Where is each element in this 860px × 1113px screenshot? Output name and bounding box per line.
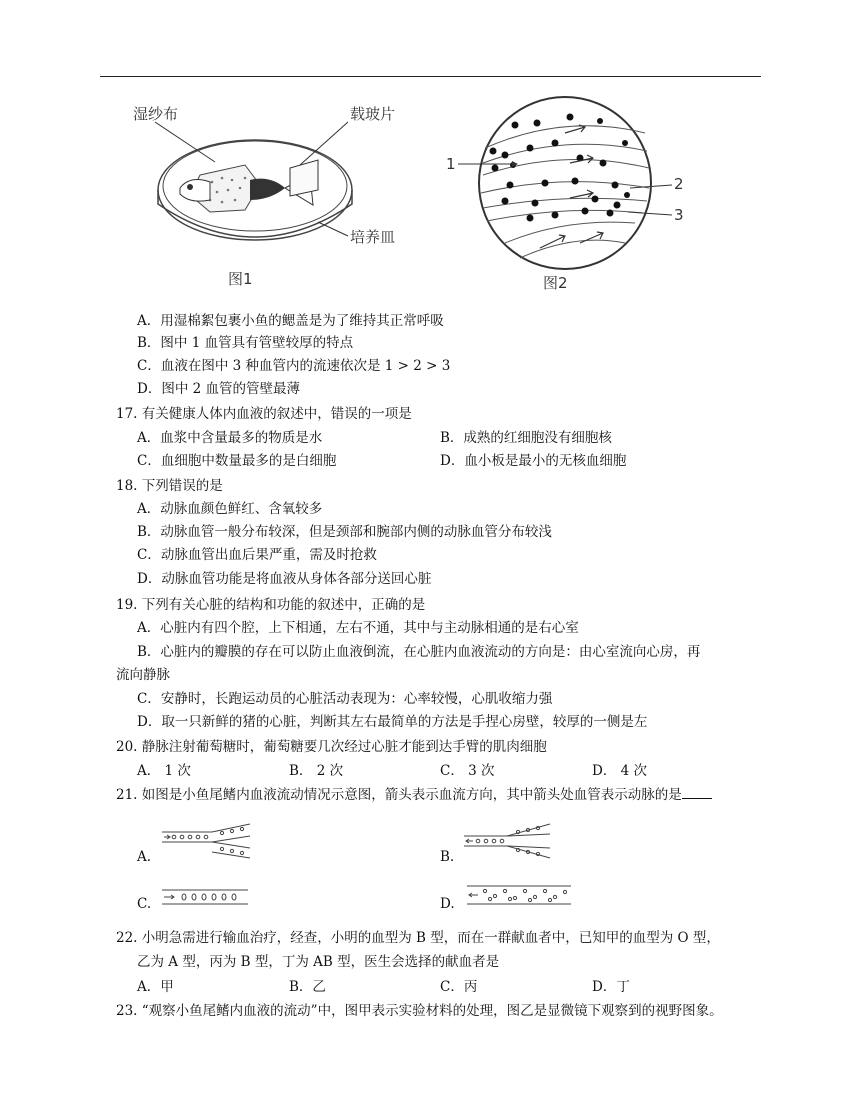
label-vessel-3: 3 (674, 206, 684, 224)
q19-option-d: D．取一只新鲜的猪的心脏，判断其左右最简单的方法是手捏心房壁，较厚的一侧是左 (137, 714, 648, 730)
q22-stem-line-2: 乙为 A 型，丙为 B 型，丁为 AB 型，医生会选择的献血者是 (137, 954, 500, 970)
q20-option-c: C． 3 次 (440, 763, 495, 779)
q22-option-c: C．丙 (440, 979, 478, 995)
q17-option-d: D．血小板是最小的无核血细胞 (440, 453, 627, 469)
q19-option-a: A．心脏内有四个腔，上下相通，左右不通，其中与主动脉相通的是右心室 (137, 620, 579, 636)
q22-option-a: A．甲 (137, 979, 174, 995)
answer-blank (682, 786, 712, 799)
label-petri-dish: 培养皿 (350, 228, 396, 246)
label-glass-slide: 载玻片 (350, 105, 396, 123)
q21-option-b: B. (440, 849, 455, 865)
label-wet-gauze: 湿纱布 (133, 105, 179, 123)
q22-stem: 22. 小明急需进行输血治疗，经查，小明的血型为 B 型，而在一群献血者中，已知甲的血型为 O 型， (116, 930, 720, 946)
figure-2-caption: 图2 (543, 274, 568, 292)
q17-option-c: C．血细胞中数量最多的是白细胞 (137, 453, 337, 469)
q16-option-a: A．用湿棉絮包裹小鱼的鳃盖是为了维持其正常呼吸 (137, 313, 444, 329)
q21-option-a: A. (137, 849, 152, 865)
q20-option-d: D． 4 次 (592, 763, 647, 779)
q21-option-c: C. (137, 896, 152, 912)
q16-option-b: B．图中 1 血管具有管壁较厚的特点 (137, 335, 354, 351)
q22-option-b: B．乙 (289, 979, 326, 995)
figure-1-caption: 图1 (228, 270, 253, 288)
q22-option-d: D．丁 (592, 979, 630, 995)
q16-option-c: C．血液在图中 3 种血管内的流速依次是 1 > 2 > 3 (137, 358, 451, 374)
label-vessel-2: 2 (674, 175, 684, 193)
q21-stem (116, 786, 712, 804)
q19-stem: 19. 下列有关心脏的结构和功能的叙述中，正确的是 (116, 597, 426, 613)
q18-option-c: C．动脉血管出血后果严重，需及时抢救 (137, 547, 377, 563)
q18-option-a: A．动脉血颜色鲜红、含氧较多 (137, 501, 323, 517)
q20-option-a: A． 1 次 (137, 763, 191, 779)
q18-stem: 18. 下列错误的是 (116, 478, 223, 494)
q20-stem: 20. 静脉注射葡萄糖时，葡萄糖要几次经过心脏才能到达手臂的肌肉细胞 (116, 739, 547, 755)
q17-stem: 17. 有关健康人体内血液的叙述中，错误的一项是 (116, 406, 412, 422)
q21-diagram-d (465, 882, 575, 910)
q21-diagram-c (160, 886, 250, 910)
q21-diagram-b (462, 822, 557, 860)
q17-option-b: B．成熟的红细胞没有细胞核 (440, 430, 612, 446)
q20-option-b: B． 2 次 (289, 763, 344, 779)
q23-stem: 23. “观察小鱼尾鳍内血液的流动”中，图甲表示实验材料的处理，图乙是显微镜下观察到的视野图象。 (116, 1003, 723, 1019)
q19-option-b-cont: 流向静脉 (116, 667, 170, 683)
q19-option-c: C．安静时，长跑运动员的心脏活动表现为：心率较慢，心肌收缩力强 (137, 691, 553, 707)
label-vessel-1: 1 (446, 155, 456, 173)
q17-option-a: A．血浆中含量最多的物质是水 (137, 430, 323, 446)
q18-option-b: B．动脉血管一般分布较深，但是颈部和腕部内侧的动脉血管分布较浅 (137, 524, 552, 540)
q18-option-d: D．动脉血管功能是将血液从身体各部分送回心脏 (137, 571, 432, 587)
figure-2-leaders (0, 0, 860, 300)
q16-option-d: D．图中 2 血管的管壁最薄 (137, 381, 300, 397)
q21-stem-text: 21. 如图是小鱼尾鳍内血液流动情况示意图，箭头表示血流方向，其中箭头处血管表示动脉的是 (116, 787, 682, 803)
q21-diagram-a (160, 822, 255, 860)
q19-option-b: B．心脏内的瓣膜的存在可以防止血液倒流，在心脏内血液流动的方向是：由心室流向心房，再 (137, 644, 701, 660)
q21-option-d: D. (440, 896, 455, 912)
